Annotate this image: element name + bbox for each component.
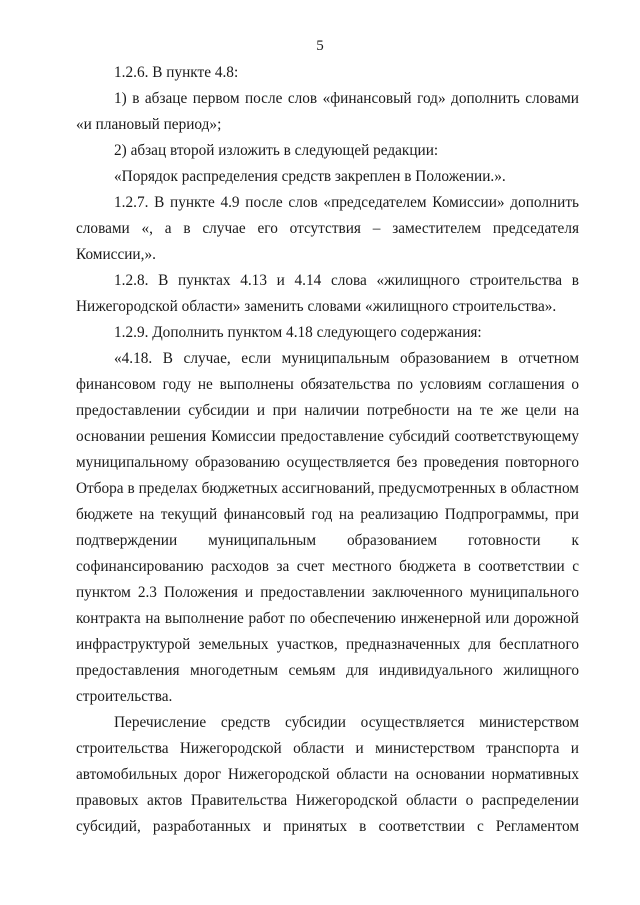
paragraph-1-2-9: 1.2.9. Дополнить пунктом 4.18 следующего содержания: [114, 324, 482, 341]
paragraph-subsidy-transfer: Перечисление средств субсидии осуществляется министерством строительства Нижегородской области и министерством транспорта и автомобильных дорог Нижегородской области на основании нормативных правовых актов Правительства Нижегородской области о распределении субсидий, разработанных и принятых в соответствии с Регламентом [76, 714, 579, 835]
paragraph-1-2-8: 1.2.8. В пунктах 4.13 и 4.14 слова «жилищного строительства в Нижегородской области» заменить словами «жилищного строительства». [76, 272, 579, 315]
document-body [76, 60, 579, 840]
page-number: 5 [316, 38, 324, 54]
paragraph-4-18: «4.18. В случае, если муниципальным образованием в отчетном финансовом году не выполнены обязательства по условиям соглашения о предоставлении субсидии и при наличии потребности на те же цели на основании решения Комиссии предоставление субсидий соответствующему муниципальному образованию осуществляется без проведения повторного Отбора в пределах бюджетных ассигнований, предусмотренных в областном бюджете на текущий финансовый год на реализацию Подпрограммы, при подтверждении муниципальным образованием готовности к софинансированию расходов за счет местного бюджета в соответствии с пунктом 2.3 Положения и предоставлении заключенного муниципального контракта на выполнение работ по обеспечению инженерной или дорожной инфраструктурой земельных участков, предназначенных для бесплатного предоставления многодетным семьям для индивидуального жилищного строительства. [76, 350, 579, 705]
paragraph-1-2-6-item-1: 1) в абзаце первом после слов «финансовый год» дополнить словами «и плановый период»; [76, 90, 579, 133]
paragraph-1-2-6-item-2: 2) абзац второй изложить в следующей редакции: [114, 142, 439, 159]
paragraph-1-2-6: 1.2.6. В пункте 4.8: [114, 64, 239, 81]
paragraph-quote-order: «Порядок распределения средств закреплен в Положении.». [114, 168, 506, 185]
paragraph-1-2-7: 1.2.7. В пункте 4.9 после слов «председателем Комиссии» дополнить словами «, а в случае его отсутствия – заместителем председателя Комиссии,». [76, 194, 579, 263]
